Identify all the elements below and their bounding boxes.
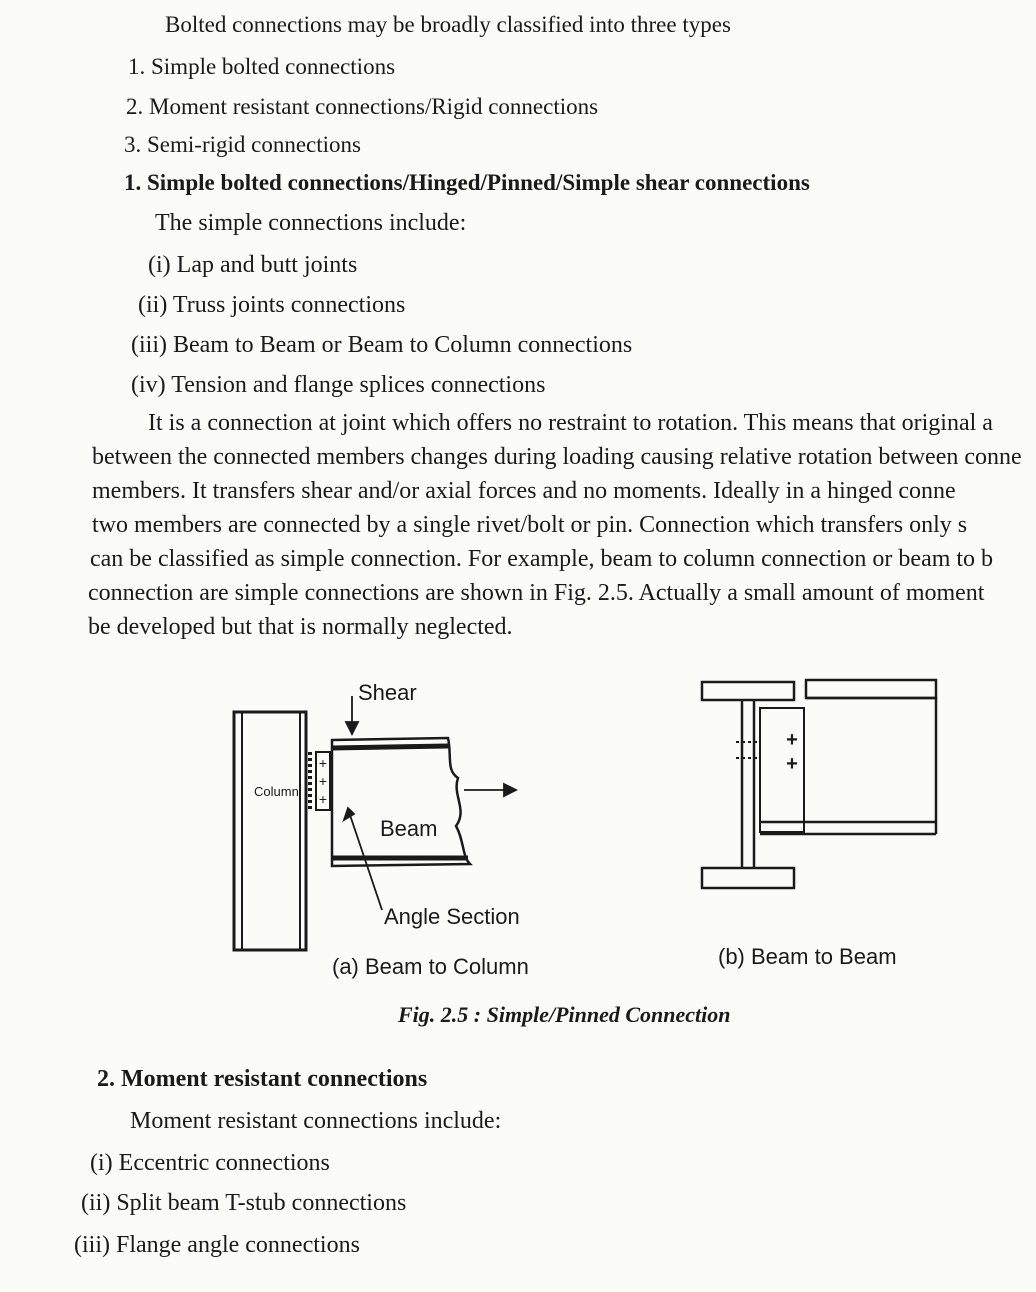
- connection-figure: [220, 660, 960, 980]
- svg-text:+: +: [318, 755, 328, 771]
- paragraph-line: two members are connected by a single rivet/bolt or pin. Connection which transfers only s: [92, 512, 968, 538]
- svg-text:+: +: [786, 753, 798, 775]
- angle-cleat: [310, 752, 330, 810]
- shear-label: Shear: [358, 680, 417, 705]
- paragraph-line: connection are simple connections are shown in Fig. 2.5. Actually a small amount of moment: [88, 580, 985, 606]
- section1-item: (i) Lap and butt joints: [148, 252, 358, 278]
- beam-member: [332, 738, 470, 866]
- subcaption-b: (b) Beam to Beam: [718, 944, 897, 969]
- section2-heading: 2. Moment resistant connections: [97, 1066, 428, 1092]
- type-item: 1. Simple bolted connections: [128, 54, 396, 79]
- type-item: 2. Moment resistant connections/Rigid connections: [126, 94, 599, 119]
- column-label: Column: [254, 784, 299, 799]
- secondary-beam: [736, 680, 936, 834]
- svg-text:+: +: [318, 791, 328, 807]
- paragraph-line: between the connected members changes during loading causing relative rotation between conne: [92, 444, 1022, 470]
- angle-section-label: Angle Section: [384, 904, 520, 929]
- svg-text:+: +: [318, 773, 328, 789]
- section1-lead: The simple connections include:: [155, 210, 467, 236]
- main-beam-section: [702, 682, 794, 888]
- section2-item: (i) Eccentric connections: [90, 1150, 330, 1176]
- intro-text: Bolted connections may be broadly classified into three types: [165, 12, 731, 37]
- section1-paragraph: [88, 406, 1036, 644]
- section2-item: (iii) Flange angle connections: [74, 1232, 360, 1258]
- section1-item: (iv) Tension and flange splices connections: [131, 372, 546, 398]
- type-item: 3. Semi-rigid connections: [124, 132, 361, 157]
- figure-caption: Fig. 2.5 : Simple/Pinned Connection: [398, 1002, 731, 1027]
- paragraph-line: be developed but that is normally neglected.: [88, 614, 513, 640]
- section1-heading: 1. Simple bolted connections/Hinged/Pinned/Simple shear connections: [124, 170, 810, 195]
- paragraph-line: It is a connection at joint which offers no restraint to rotation. This means that original a: [148, 410, 993, 436]
- section2-item: (ii) Split beam T-stub connections: [81, 1190, 407, 1216]
- section1-item: (ii) Truss joints connections: [138, 292, 406, 318]
- subcaption-a: (a) Beam to Column: [332, 954, 529, 979]
- section2-lead: Moment resistant connections include:: [130, 1108, 502, 1134]
- svg-text:+: +: [786, 729, 798, 751]
- paragraph-line: members. It transfers shear and/or axial forces and no moments. Ideally in a hinged conne: [92, 478, 956, 504]
- paragraph-line: can be classified as simple connection. For example, beam to column connection or beam to b: [90, 546, 994, 572]
- column-member: [234, 712, 306, 950]
- annotation-arrows: [344, 696, 516, 910]
- beam-label: Beam: [380, 816, 438, 841]
- section1-item: (iii) Beam to Beam or Beam to Column connections: [131, 332, 633, 358]
